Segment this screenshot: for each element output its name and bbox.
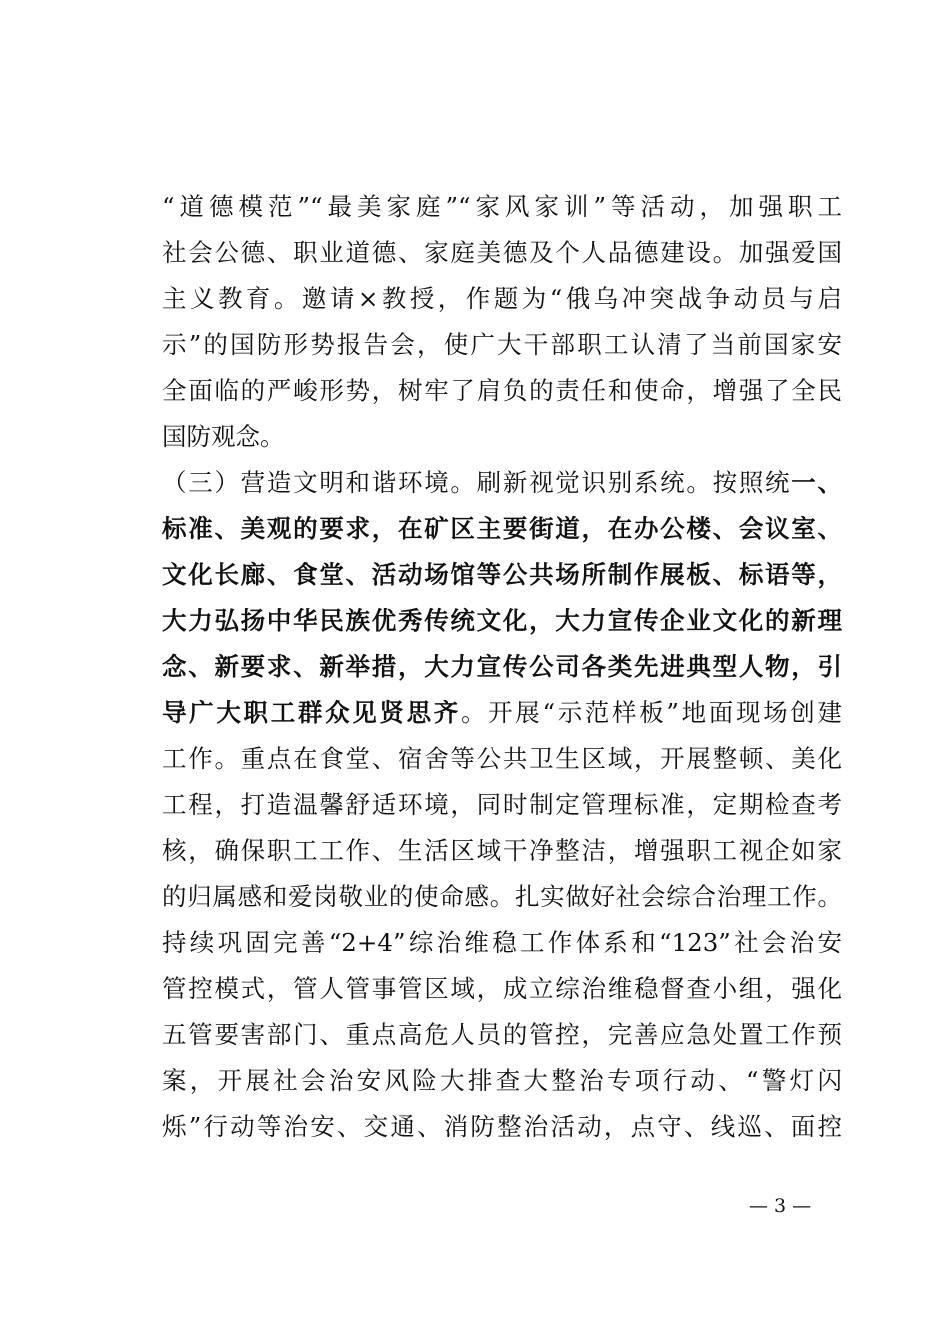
paragraph-line: 国防观念。 [162,422,285,451]
paragraph-line: 工程，打造温馨舒适环境，同时制定管理标准，定期检查考 [162,790,842,819]
bold-line: 大力弘扬中华民族优秀传统文化，大力宣传企业文化的新理 [162,606,842,635]
bold-line: 念、新要求、新举措，大力宣传公司各类先进典型人物，引 [162,652,842,681]
section-heading-text: （三）营造文明和谐环境。刷新视觉识别系统。按照统 [162,468,792,497]
paragraph-line: 主义教育。邀请×教授，作题为“俄乌冲突战争动员与启 [162,284,842,313]
mixed-line [162,698,842,728]
bold-text: 导广大职工群众见贤思齐 [162,698,461,727]
paragraph-line: 管控模式，管人管事管区域，成立综治维稳督查小组，强化 [162,974,842,1003]
paragraph-line: 案，开展社会治安风险大排查大整治专项行动、“警灯闪 [162,1066,842,1095]
paragraph-line: 核，确保职工工作、生活区域干净整洁，增强职工视企如家 [162,836,842,865]
paragraph-line: 示”的国防形势报告会，使广大干部职工认清了当前国家安 [162,330,842,359]
paragraph-line: 的归属感和爱岗敬业的使命感。扎实做好社会综合治理工作。 [162,882,842,911]
paragraph-line: 持续巩固完善“2+4”综治维稳工作体系和“123”社会治安 [162,928,842,957]
bold-text: 一、 [791,468,843,497]
paragraph-line: 烁”行动等治安、交通、消防整治活动，点守、线巡、面控 [162,1112,842,1141]
bold-line: 文化长廊、食堂、活动场馆等公共场所制作展板、标语等， [162,560,842,589]
section-heading-line [162,468,842,498]
bold-line: 标准、美观的要求，在矿区主要街道，在办公楼、会议室、 [162,514,842,543]
paragraph-line: “道德模范”“最美家庭”“家风家训”等活动，加强职工 [162,192,842,221]
page-number: — 3 — [749,1195,812,1217]
paragraph-line: 工作。重点在食堂、宿舍等公共卫生区域，开展整顿、美化 [162,744,842,773]
paragraph-line: 社会公德、职业道德、家庭美德及个人品德建设。加强爱国 [162,238,842,267]
paragraph-line: 全面临的严峻形势，树牢了肩负的责任和使命，增强了全民 [162,376,842,405]
paragraph-line: 五管要害部门、重点高危人员的管控，完善应急处置工作预 [162,1020,842,1049]
normal-text: 。开展“示范样板”地面现场创建 [460,698,842,727]
